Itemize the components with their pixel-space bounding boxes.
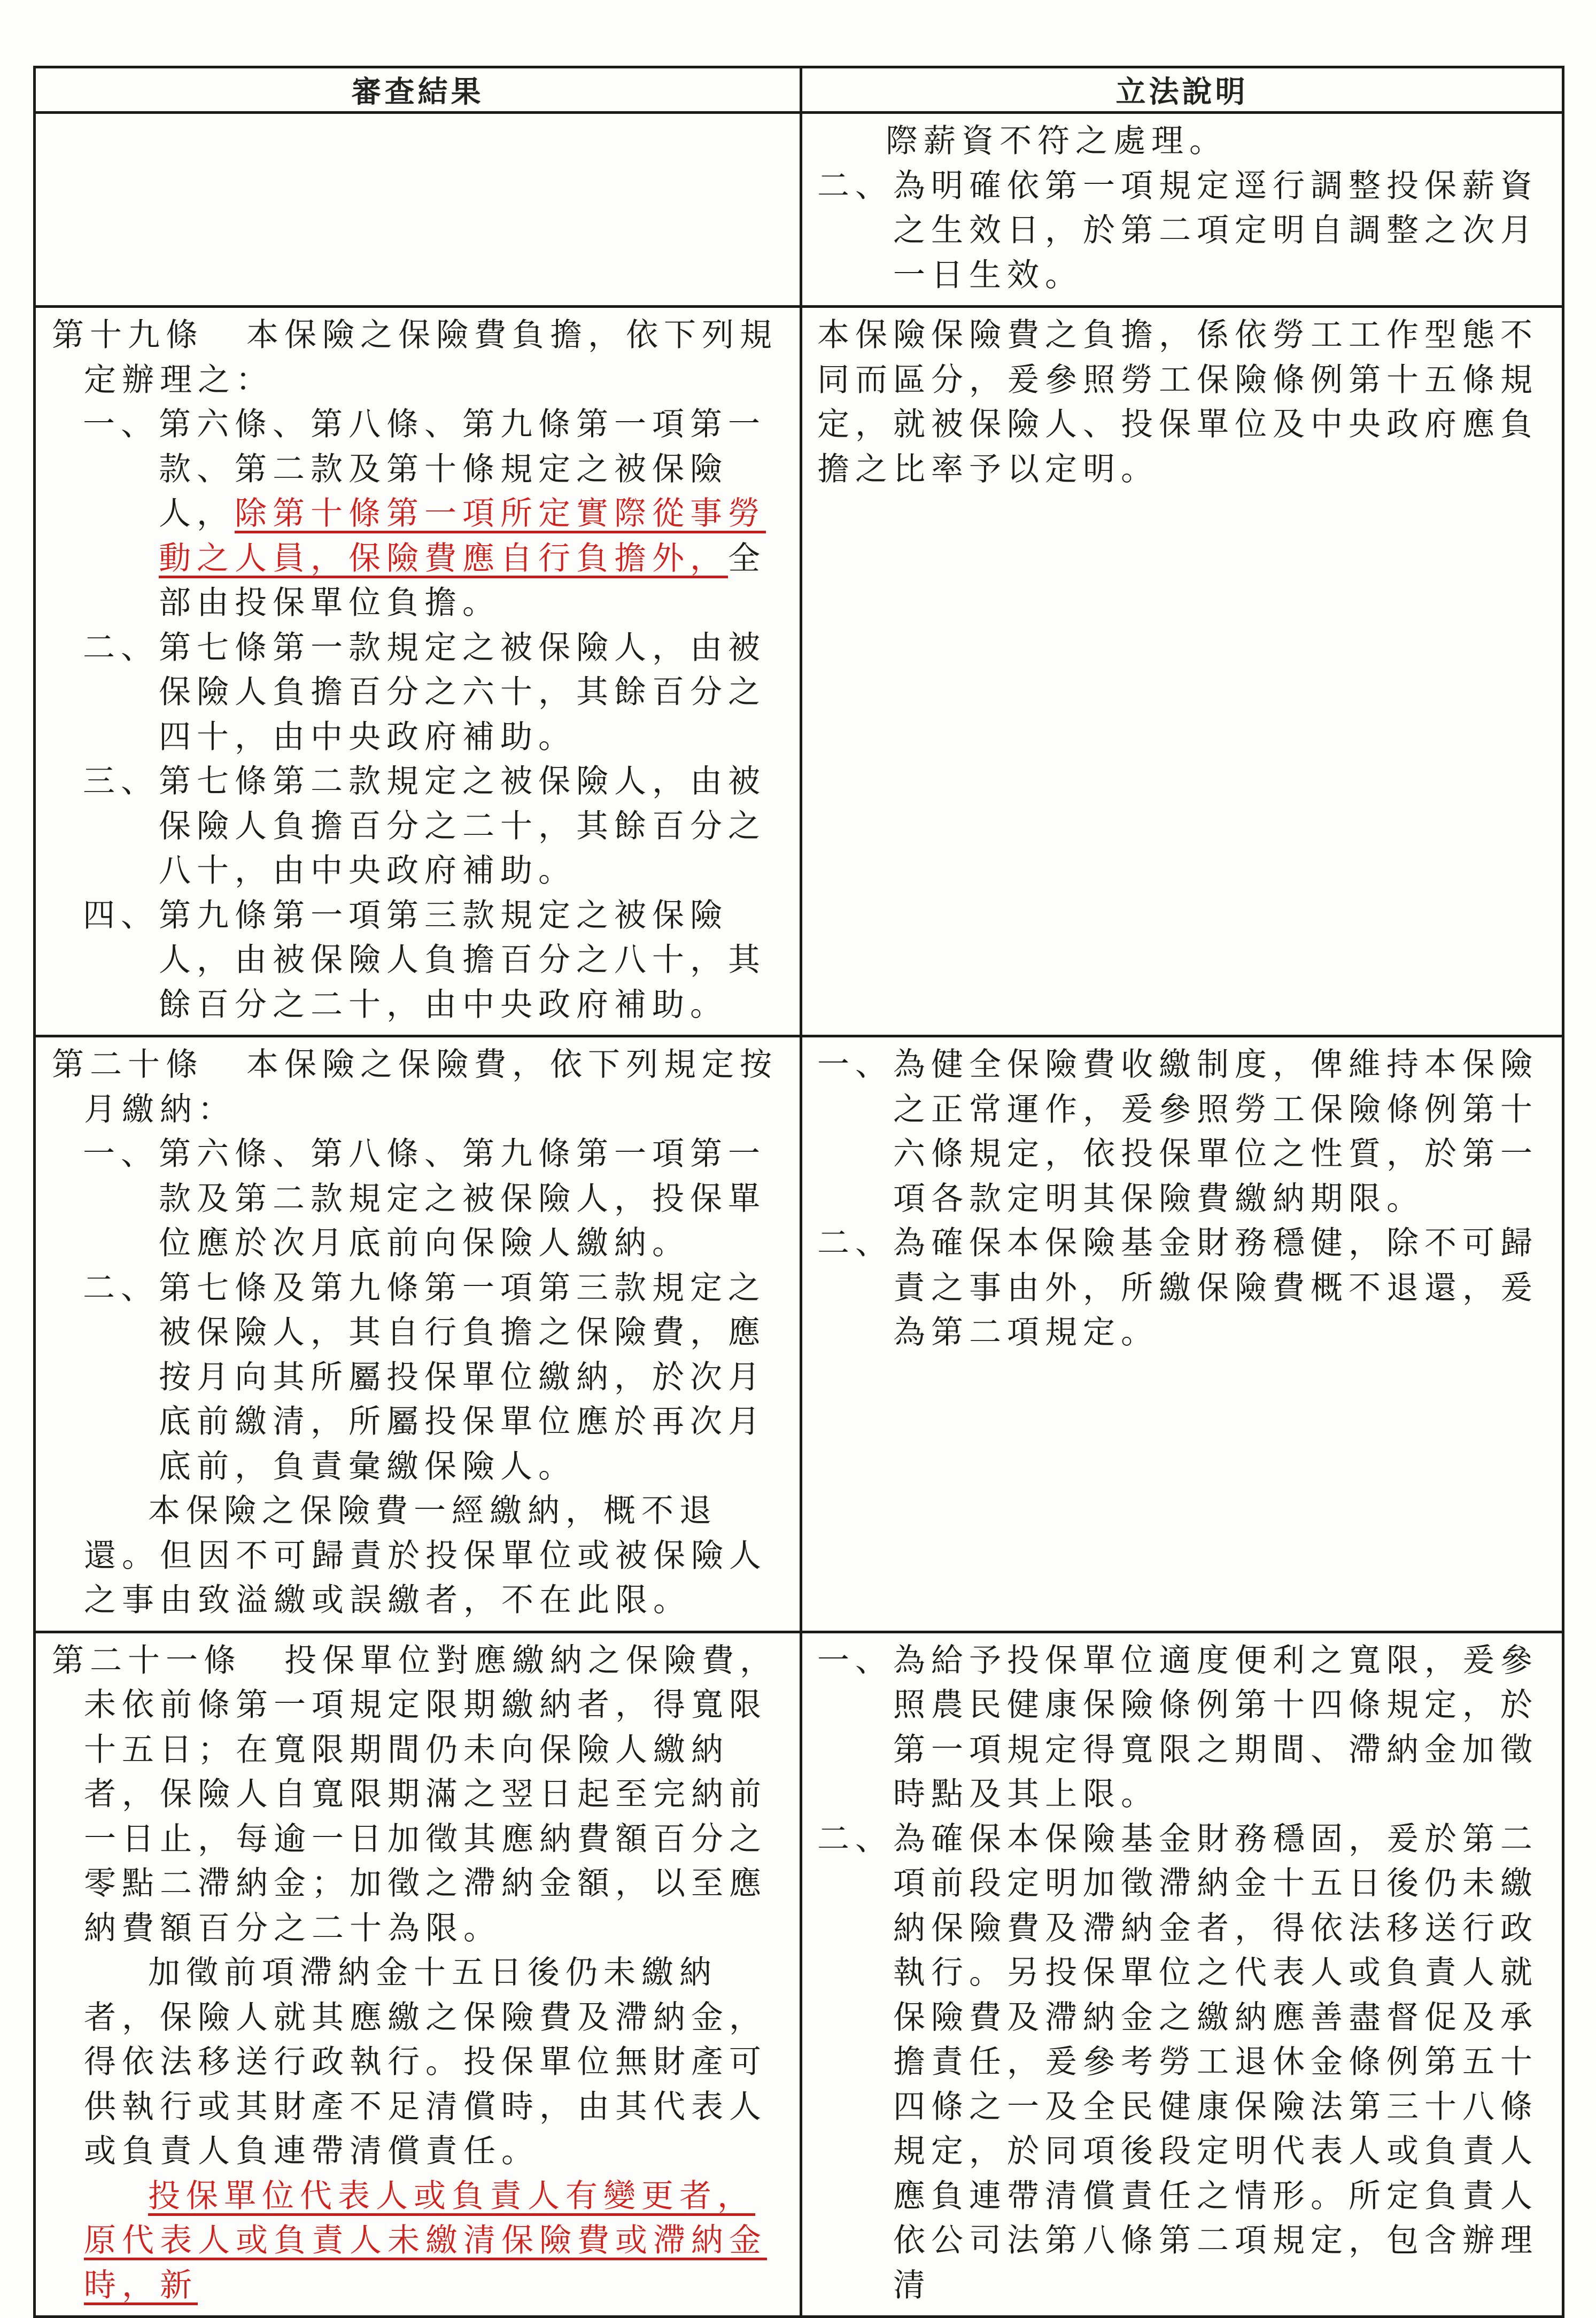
explanation-cell [801, 1632, 1563, 2317]
header-legislative-explanation: 立法說明 [801, 67, 1563, 113]
comparison-table-page [33, 66, 1562, 2318]
item-number: 二、 [817, 1820, 893, 1858]
table-row [35, 1632, 1563, 2317]
article-item [52, 759, 778, 894]
article-heading [52, 313, 778, 402]
article-paragraph: 本保險之保險費一經繳納，概不退還。但因不可歸責於投保單位或被保險人之事由致溢繳或誤繳者，不在此限。 [84, 1492, 767, 1619]
review-cell-article-20 [35, 1036, 801, 1632]
item-text-original: 全部由投保單位負擔。 [159, 539, 766, 622]
article-text: 本保險之保險費負擔，依下列規定辦理之： [84, 316, 778, 399]
review-comparison-table [33, 66, 1564, 2318]
article-number: 第十九條 [52, 316, 204, 354]
article-item [52, 1132, 778, 1266]
table-row [35, 1036, 1563, 1632]
item-text: 第六條、第八條、第九條第一項第一款及第二款規定之被保險人，投保單位應於次月底前向保險人繳納。 [159, 1135, 766, 1262]
item-text: 為確保本保險基金財務穩固，爰於第二項前段定明加徵滯納金十五日後仍未繳納保險費及滯納金者，得依法移送行政執行。另投保單位之代表人或負責人就保險費及滯納金之繳納應善盡督促及承擔責任，爰參考勞工退休金條例第五十四條之一及全民健康保險法第三十八條規定，於同項後段定明代表人或負責人應負連帶清償責任之情形。所定負責人依公司法第八條第二項規定，包含辦理清 [893, 1820, 1538, 2304]
review-cell-article-21 [35, 1632, 801, 2317]
item-text-original: 第六條、第八條、第九條第一項第一款、第二款及第十條規定之被保險人， [159, 406, 766, 532]
explanation-item [817, 1639, 1546, 1817]
table-row [35, 113, 1563, 307]
item-number: 一、 [83, 406, 159, 443]
table-header-row [35, 67, 1563, 113]
review-cell-article-19 [35, 307, 801, 1036]
explanation-paragraph: 本保險保險費之負擔，係依勞工工作型態不同而區分，爰參照勞工保險條例第十五條規定，就被保險人、投保單位及中央政府應負擔之比率予以定明。 [817, 316, 1538, 488]
amended-paragraph: 投保單位代表人或負責人有變更者，原代表人或負責人未繳清保險費或滯納金時，新 [84, 2177, 767, 2304]
header-review-result: 審查結果 [35, 67, 801, 113]
item-number: 二、 [83, 1269, 159, 1307]
article-item [52, 1266, 778, 1490]
amended-text: 除第十條第一項所定實際從事勞動之人員，保險費應自行負擔外， [159, 495, 766, 577]
item-text: 第七條第一款規定之被保險人，由被保險人負擔百分之六十，其餘百分之四十，由中央政府補助。 [159, 629, 766, 756]
article-paragraph: 加徵前項滯納金十五日後仍未繳納者，保險人就其應繳之保險費及滯納金，得依法移送行政執行。投保單位無財產可供執行或其財產不足清償時，由其代表人或負責人負連帶清償責任。 [84, 1954, 767, 2170]
item-text: 第七條及第九條第一項第三款規定之被保險人，其自行負擔之保險費，應按月向其所屬投保單位繳納，於次月底前繳清，所屬投保單位應於再次月底前，負責彙繳保險人。 [159, 1269, 766, 1485]
item-text: 第七條第二款規定之被保險人，由被保險人負擔百分之二十，其餘百分之八十，由中央政府補助。 [159, 763, 766, 889]
explanation-cell [801, 1036, 1563, 1632]
item-number: 二、 [817, 167, 893, 205]
item-text: 為給予投保單位適度便利之寬限，爰參照農民健康保險條例第十四條規定，於第一項規定得寬限之期間、滯納金加徵時點及其上限。 [893, 1641, 1538, 1813]
review-cell-empty [35, 113, 801, 307]
item-number: 二、 [83, 629, 159, 666]
item-number: 四、 [83, 896, 159, 934]
article-number: 第二十一條 [52, 1641, 242, 1679]
article-heading [52, 1043, 778, 1132]
article-item [52, 626, 778, 760]
item-text [159, 402, 778, 626]
item-text: 為明確依第一項規定逕行調整投保薪資之生效日，於第二項定明自調整之次月一日生效。 [893, 167, 1538, 294]
item-number: 一、 [817, 1641, 893, 1679]
explanation-item [817, 1221, 1546, 1355]
article-item [52, 894, 778, 1028]
item-text: 為健全保險費收繳制度，俾維持本保險之正常運作，爰參照勞工保險條例第十六條規定，依投保單位之性質，於第一項各款定明其保險費繳納期限。 [893, 1046, 1538, 1218]
article-heading [52, 1639, 778, 1951]
item-text: 為確保本保險基金財務穩健，除不可歸責之事由外，所繳保險費概不退還，爰為第二項規定。 [893, 1224, 1538, 1351]
article-text: 本保險之保險費，依下列規定按月繳納： [84, 1046, 778, 1128]
explanation-cell [801, 307, 1563, 1036]
item-number: 一、 [817, 1046, 893, 1083]
explanation-cell [801, 113, 1563, 307]
article-text: 投保單位對應繳納之保險費，未依前條第一項規定限期繳納者，得寬限十五日；在寬限期間仍未向保險人繳納者，保險人自寬限期滿之翌日起至完納前一日止，每逾一日加徵其應納費額百分之零點二滯納金；加徵之滯納金額，以至應納費額百分之二十為限。 [84, 1641, 778, 1947]
explanation-item [817, 164, 1546, 298]
article-item [52, 402, 778, 626]
table-row [35, 307, 1563, 1036]
item-number: 二、 [817, 1224, 893, 1262]
item-text: 第九條第一項第三款規定之被保險人，由被保險人負擔百分之八十，其餘百分之二十，由中央政府補助。 [159, 896, 766, 1024]
item-number: 三、 [83, 763, 159, 800]
explanation-item [817, 1043, 1546, 1221]
item-number: 一、 [83, 1135, 159, 1173]
explanation-continuation: 際薪資不符之處理。 [886, 122, 1227, 160]
article-number: 第二十條 [52, 1046, 204, 1083]
explanation-item [817, 1817, 1546, 2308]
